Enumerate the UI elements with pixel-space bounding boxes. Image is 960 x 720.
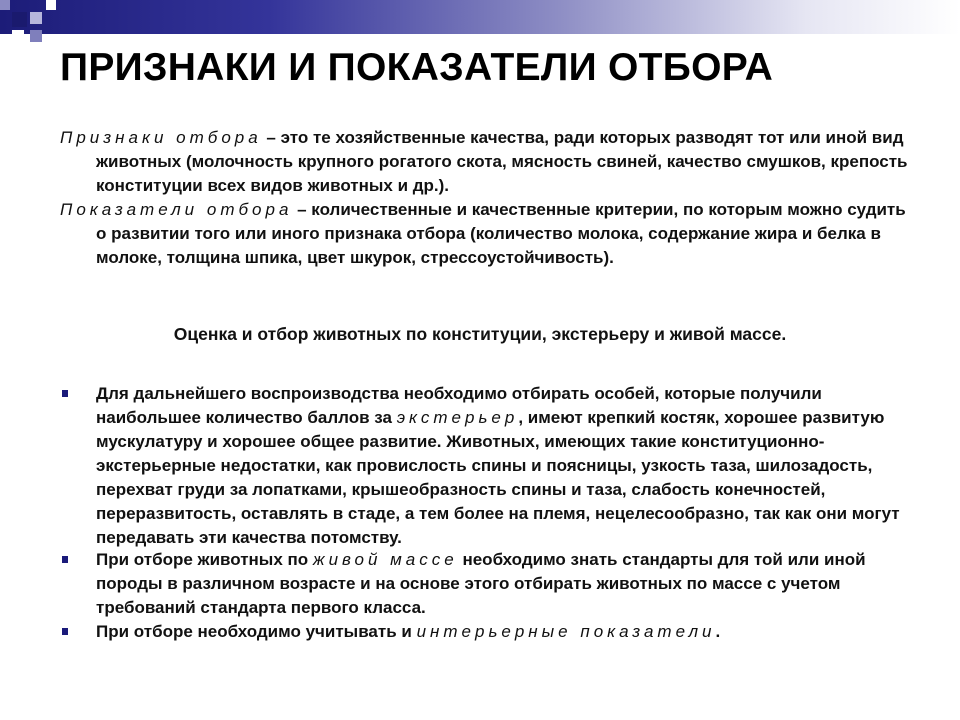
emphasis-text: интерьерные показатели [416,622,716,641]
decor-square [0,0,10,10]
decor-square [30,12,42,24]
bullet-square-icon [62,556,68,563]
list-item-text [96,548,896,620]
page-title: ПРИЗНАКИ И ПОКАЗАТЕЛИ ОТБОРА [60,46,774,89]
emphasis-text: живой массе [312,550,458,569]
list-item [60,620,900,644]
list-item [60,382,900,550]
list-item [60,548,900,620]
definition-term: Признаки отбора [60,128,262,147]
decor-square [30,30,42,42]
definition-text: – это те хозяйственные качества, ради которых разводят тот или иной вид животных (молочность крупного рогатого скота, мясность свиней, качество смушков, крепость конституции всех видов животных и др.). [96,128,908,195]
bullet-square-icon [62,628,68,635]
emphasis-text: экстерьер [396,408,519,427]
bullet-square-icon [62,390,68,397]
section-subheading: Оценка и отбор животных по конституции, экстерьеру и живой массе. [173,324,787,344]
definition-signs [60,126,916,198]
decor-square [46,0,56,10]
text-part: . [715,622,721,641]
top-banner [0,0,960,34]
list-item-text [96,620,900,644]
text-part: При отборе животных по [96,550,313,569]
text-part: необходимо знать стандарты для той или иной породы в различном возрасте и на основе этого отбирать животных по массе с учетом требований стандарта первого класса. [96,550,866,617]
decor-square [12,12,27,27]
text-part: Для дальнейшего воспроизводства необходимо отбирать особей, которые получили наибольшее количество баллов за [96,384,822,427]
definition-term: Показатели отбора [60,200,293,219]
definition-text: – количественные и качественные критерии, по которым можно судить о развитии того или иного признака отбора (количество молока, содержание жира и белка в молоке, толщина шпика, цвет шкурок, стрессоустойчивость). [96,200,906,267]
definition-indicators [60,198,916,270]
text-part: , имеют крепкий костяк, хорошее развитую мускулатуру и хорошее общее развитие. Животных, имеющих такие конституционно-экстерьерные недостатки, как провислость спины и поясницы, узкость таза, шилозадость, перехват груди за лопатками, крышеобразность спины и таза, слабость конечностей, переразвитость, оставлять в стаде, а тем более на племя, нецелесообразно, так как они могут передавать эти качества потомству. [96,408,900,547]
text-part: При отборе необходимо учитывать и [96,622,417,641]
list-item-text [96,382,900,550]
decor-square [12,30,24,42]
